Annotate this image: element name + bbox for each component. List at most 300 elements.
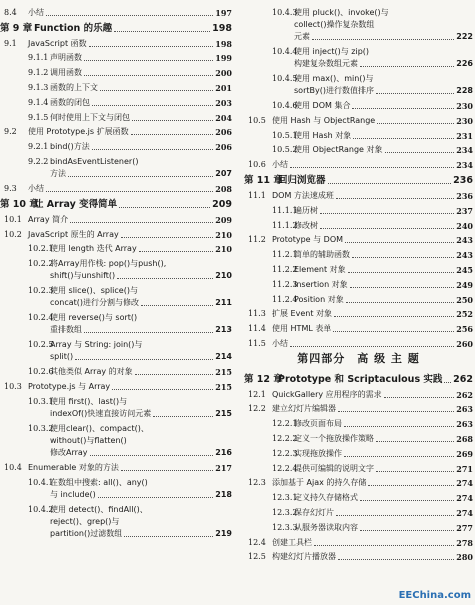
leader-dots bbox=[46, 15, 213, 16]
toc-entry-continuation[interactable] bbox=[0, 350, 232, 362]
toc-page-number: 274 bbox=[456, 508, 473, 519]
toc-entry-number: 11.2.3 bbox=[272, 279, 298, 289]
toc-entry-title: 使用 slice()、splice()与 bbox=[50, 286, 138, 296]
toc-entry-number: 9.1.3 bbox=[28, 82, 49, 92]
toc-entry-title: 函数的上下文 bbox=[50, 82, 98, 92]
toc-entry-title: 提供可编辑的说明文字 bbox=[294, 463, 374, 473]
toc-entry[interactable] bbox=[244, 459, 473, 474]
toc-entry-title: 创建工具栏 bbox=[272, 537, 312, 547]
part-heading: 第四部分 高 级 主 题 bbox=[297, 351, 420, 365]
leader-dots bbox=[360, 530, 454, 531]
toc-entry-number: 11.2 bbox=[248, 235, 266, 245]
leader-dots bbox=[353, 138, 454, 139]
toc-entry[interactable] bbox=[244, 42, 473, 57]
toc-entry-continuation[interactable] bbox=[0, 488, 232, 500]
toc-entry[interactable] bbox=[244, 429, 473, 444]
leader-dots bbox=[385, 152, 455, 153]
toc-entry-number: 9.1.1 bbox=[28, 53, 49, 63]
toc-entry-number: 9.3 bbox=[4, 183, 17, 193]
leader-dots bbox=[84, 60, 213, 61]
toc-entry-number: 9.1.4 bbox=[28, 97, 49, 107]
toc-entry-number: 12.2.1 bbox=[272, 419, 298, 429]
toc-entry[interactable] bbox=[0, 78, 232, 93]
leader-dots bbox=[320, 213, 454, 214]
toc-page-number: 268 bbox=[456, 434, 473, 445]
leader-dots bbox=[376, 471, 454, 472]
toc-entry-number: 10.2 bbox=[4, 229, 22, 239]
leader-dots bbox=[344, 456, 454, 457]
toc-entry[interactable] bbox=[0, 281, 232, 296]
toc-page-number: 198 bbox=[215, 38, 232, 49]
toc-page-number: 230 bbox=[456, 100, 473, 111]
leader-dots bbox=[444, 382, 451, 383]
toc-entry-number: 11.3 bbox=[248, 309, 266, 319]
toc-chapter[interactable] bbox=[244, 170, 473, 186]
toc-page-number: 274 bbox=[456, 493, 473, 504]
toc-page-number: 215 bbox=[215, 367, 232, 378]
toc-entry-title: 使用 DOM 集合 bbox=[294, 100, 351, 110]
toc-entry-title: 构建幻灯片播放器 bbox=[272, 552, 336, 562]
leader-dots bbox=[135, 374, 214, 375]
toc-page-number: 263 bbox=[456, 419, 473, 430]
toc-entry[interactable] bbox=[244, 201, 473, 216]
toc-entry-title: 使用 HTML 表单 bbox=[272, 324, 332, 334]
leader-dots bbox=[328, 183, 452, 184]
toc-entry[interactable] bbox=[244, 155, 473, 170]
toc-entry-title: split() bbox=[50, 352, 74, 362]
toc-entry-title: 其他类似 Array 的对象 bbox=[50, 367, 133, 377]
toc-entry-number: 11.2.4 bbox=[272, 294, 298, 304]
toc-entry-title: Array 与 String: join()与 bbox=[50, 340, 143, 350]
toc-entry-title: 定义一个拖放操作策略 bbox=[294, 434, 374, 444]
toc-entry-title: bindAsEventListener() bbox=[50, 156, 139, 166]
toc-entry[interactable] bbox=[0, 254, 232, 269]
toc-entry[interactable] bbox=[0, 93, 232, 108]
toc-entry-title: 添加基于 Ajax 的持久存储 bbox=[272, 478, 367, 488]
toc-entry-title: 小结 bbox=[28, 7, 44, 17]
leader-dots bbox=[314, 545, 454, 546]
toc-entry[interactable] bbox=[244, 216, 473, 231]
leader-dots bbox=[98, 497, 214, 498]
toc-page-number: 219 bbox=[215, 528, 232, 538]
toc-entry[interactable] bbox=[244, 503, 473, 518]
toc-entry-number: 12.3.3 bbox=[272, 522, 298, 532]
leader-dots bbox=[84, 332, 213, 333]
toc-entry-title: 使用clear()、compact()、 bbox=[50, 423, 149, 433]
leader-dots bbox=[100, 90, 213, 91]
toc-entry-number: 12.2.4 bbox=[272, 463, 298, 473]
toc-entry-title: DOM 方法速成班 bbox=[272, 190, 334, 200]
toc-entry-number: 12.2.2 bbox=[272, 434, 298, 444]
toc-entry-number: 10.2.2 bbox=[28, 259, 54, 269]
toc-entry[interactable] bbox=[0, 210, 232, 225]
toc-page-number: 209 bbox=[212, 198, 232, 210]
leader-dots bbox=[338, 411, 454, 412]
toc-entry-continuation[interactable] bbox=[0, 407, 232, 419]
leader-dots bbox=[336, 515, 454, 516]
toc-entry-continuation[interactable] bbox=[0, 446, 232, 458]
toc-entry[interactable] bbox=[244, 245, 473, 260]
leader-dots bbox=[90, 455, 214, 456]
leader-dots bbox=[338, 559, 454, 560]
toc-entry[interactable] bbox=[244, 111, 473, 126]
toc-entry-number: 12.3.1 bbox=[272, 493, 298, 503]
toc-entry-title: JavaScript 函数 bbox=[28, 38, 87, 48]
toc-entry-number: 10.4 bbox=[4, 462, 22, 472]
leader-dots bbox=[46, 191, 213, 192]
toc-page-number: 215 bbox=[215, 381, 232, 392]
toc-entry-title: 小结 bbox=[28, 183, 44, 193]
toc-entry-title: sortBy()进行数值排序 bbox=[294, 86, 374, 96]
toc-page-number: 230 bbox=[456, 115, 473, 126]
toc-entry-title: 元素 bbox=[294, 32, 310, 42]
toc-entry[interactable] bbox=[244, 275, 473, 290]
toc-chapter[interactable] bbox=[0, 18, 232, 34]
toc-entry-title: 回归浏览器 bbox=[278, 175, 326, 187]
toc-page-number: 217 bbox=[215, 462, 232, 473]
toc-entry[interactable] bbox=[244, 414, 473, 429]
toc-entry-title: 构建复杂数组元素 bbox=[294, 59, 358, 69]
toc-page-number: 280 bbox=[456, 552, 473, 563]
toc-page-number: 277 bbox=[456, 522, 473, 533]
toc-entry[interactable] bbox=[244, 400, 473, 415]
toc-entry[interactable] bbox=[0, 392, 232, 407]
toc-page-number: 249 bbox=[456, 279, 473, 290]
toc-entry-number: 12.5 bbox=[248, 552, 266, 562]
toc-entry-title: 方法 bbox=[50, 169, 66, 179]
toc-entry-number: 11.1.1 bbox=[272, 205, 298, 215]
toc-entry-number: 10.5 bbox=[248, 115, 266, 125]
toc-entry-title: 使用 inject()与 zip() bbox=[294, 46, 370, 56]
toc-entry-number: 10.2.3 bbox=[28, 286, 54, 296]
toc-page-number: 236 bbox=[453, 175, 473, 187]
toc-entry-title: 使用 max()、min()与 bbox=[294, 73, 374, 83]
toc-entry-title: Array 简介 bbox=[28, 214, 69, 224]
toc-page-number: 278 bbox=[456, 537, 473, 548]
toc-entry[interactable] bbox=[0, 63, 232, 78]
toc-entry-number: 12.2 bbox=[248, 404, 266, 414]
toc-entry-number: 9.2 bbox=[4, 127, 17, 137]
toc-entry[interactable] bbox=[244, 3, 473, 18]
leader-dots bbox=[360, 66, 454, 67]
toc-entry-number: 11.1 bbox=[248, 190, 266, 200]
toc-page-number: 201 bbox=[215, 82, 232, 93]
toc-page-number: 208 bbox=[215, 183, 232, 194]
leader-dots bbox=[344, 426, 454, 427]
toc-entry-continuation[interactable] bbox=[0, 515, 232, 527]
toc-entry-title: Position 对象 bbox=[294, 294, 344, 304]
toc-right-column bbox=[244, 3, 473, 562]
toc-entry[interactable] bbox=[244, 126, 473, 141]
toc-page-number: 240 bbox=[456, 220, 473, 231]
toc-entry[interactable] bbox=[0, 3, 232, 18]
toc-entry-title: concat()进行分割与修改 bbox=[50, 298, 140, 308]
toc-entry-title: Element 对象 bbox=[294, 264, 346, 274]
leader-dots bbox=[352, 108, 454, 109]
toc-entry-number: 12.3.2 bbox=[272, 508, 298, 518]
toc-chapter[interactable] bbox=[0, 194, 232, 210]
leader-dots bbox=[68, 176, 213, 177]
toc-entry-title: 使用 Hash 与 ObjectRange bbox=[272, 115, 376, 125]
toc-page-number: 216 bbox=[215, 448, 232, 458]
toc-entry-title: partition()过滤数组 bbox=[50, 528, 123, 538]
leader-dots bbox=[336, 198, 454, 199]
toc-entry[interactable] bbox=[0, 123, 232, 138]
toc-entry[interactable] bbox=[244, 319, 473, 334]
toc-entry-continuation[interactable] bbox=[0, 323, 232, 335]
toc-entry[interactable] bbox=[244, 385, 473, 400]
toc-page-number: 222 bbox=[456, 32, 473, 42]
toc-page-number: 226 bbox=[456, 59, 473, 69]
toc-entry[interactable] bbox=[0, 34, 232, 49]
toc-entry-number: 10.4.3 bbox=[272, 7, 298, 17]
toc-page-number: 256 bbox=[456, 324, 473, 335]
toc-entry[interactable] bbox=[0, 473, 232, 488]
toc-page-number: 209 bbox=[215, 214, 232, 225]
toc-entry[interactable] bbox=[244, 260, 473, 275]
toc-page-number: 210 bbox=[215, 244, 232, 255]
toc-entry-title: 小结 bbox=[272, 160, 288, 170]
toc-page-number: 250 bbox=[456, 294, 473, 305]
toc-entry-title: Prototype.js 与 Array bbox=[28, 381, 111, 391]
toc-page-number: 245 bbox=[456, 264, 473, 275]
toc-entry-continuation[interactable] bbox=[244, 18, 473, 30]
toc-entry-continuation[interactable] bbox=[0, 527, 232, 539]
toc-entry-title: 使用 reverse()与 sort() bbox=[50, 313, 138, 323]
toc-page-number: 199 bbox=[215, 53, 232, 64]
toc-page-number: 236 bbox=[456, 190, 473, 201]
toc-entry-number: 12.3 bbox=[248, 478, 266, 488]
leader-dots bbox=[75, 359, 213, 360]
leader-dots bbox=[377, 123, 454, 124]
leader-dots bbox=[132, 120, 213, 121]
leader-dots bbox=[153, 416, 213, 417]
toc-page-number: 203 bbox=[215, 97, 232, 108]
toc-entry[interactable] bbox=[244, 290, 473, 305]
toc-entry-number: 第 11 章 bbox=[244, 175, 283, 187]
toc-entry-continuation[interactable] bbox=[0, 167, 232, 179]
leader-dots bbox=[348, 272, 455, 273]
toc-entry-title: Insertion 对象 bbox=[294, 279, 348, 289]
toc-entry-number: 10.4.6 bbox=[272, 100, 298, 110]
toc-entry-title: 使用 first()、last()与 bbox=[50, 396, 128, 406]
toc-page-number: 262 bbox=[453, 373, 473, 385]
toc-entry-number: 12.2.3 bbox=[272, 448, 298, 458]
toc-entry-title: collect()操作复杂数组 bbox=[294, 19, 375, 29]
toc-entry-number: 10.2.5 bbox=[28, 340, 54, 350]
toc-entry-title: reject()、grep()与 bbox=[50, 516, 120, 526]
toc-entry[interactable] bbox=[0, 225, 232, 240]
toc-entry-title: QuickGallery 应用程序的需求 bbox=[272, 389, 382, 399]
toc-page-number: 207 bbox=[215, 169, 232, 179]
toc-entry-title: without()与flatten() bbox=[50, 435, 127, 445]
toc-page-number: 260 bbox=[456, 338, 473, 349]
toc-entry[interactable] bbox=[244, 518, 473, 533]
toc-entry-title: 定义持久存储格式 bbox=[294, 493, 358, 503]
toc-entry-title: 将Array用作栈: pop()与push(), bbox=[50, 259, 167, 269]
toc-entry-number: 10.5.2 bbox=[272, 145, 298, 155]
toc-entry-title: bind()方法 bbox=[50, 142, 90, 152]
leader-dots bbox=[290, 346, 454, 347]
toc-entry-number: 11.1.2 bbox=[272, 220, 298, 230]
toc-page-number: 206 bbox=[215, 142, 232, 153]
toc-entry[interactable] bbox=[244, 305, 473, 320]
leader-dots bbox=[290, 167, 454, 168]
toc-entry-title: Prototype 与 DOM bbox=[272, 235, 344, 245]
toc-entry-title: 与 include() bbox=[50, 489, 96, 499]
toc-entry[interactable] bbox=[0, 108, 232, 123]
toc-entry[interactable] bbox=[244, 533, 473, 548]
toc-entry-number: 10.2.6 bbox=[28, 367, 54, 377]
toc-entry-title: 保存幻灯片 bbox=[294, 508, 334, 518]
toc-entry[interactable] bbox=[0, 500, 232, 515]
leader-dots bbox=[384, 397, 455, 398]
toc-entry-number: 9.1.2 bbox=[28, 68, 49, 78]
toc-page-number: 234 bbox=[456, 145, 473, 156]
toc-entry-title: 使用 ObjectRange 对象 bbox=[294, 145, 383, 155]
toc-entry-continuation[interactable] bbox=[244, 30, 473, 42]
toc-page-number: 262 bbox=[456, 389, 473, 400]
toc-entry-continuation[interactable] bbox=[0, 434, 232, 446]
leader-dots bbox=[131, 134, 214, 135]
toc-entry-title: 声明函数 bbox=[50, 53, 82, 63]
toc-entry-title: 重排数组 bbox=[50, 325, 82, 335]
toc-entry-title: 使用 Prototype.js 扩展函数 bbox=[28, 127, 129, 137]
leader-dots bbox=[124, 536, 213, 537]
toc-entry-number: 11.5 bbox=[248, 338, 266, 348]
toc-entry[interactable] bbox=[0, 152, 232, 167]
toc-entry[interactable] bbox=[0, 419, 232, 434]
toc-entry-number: 10.4.5 bbox=[272, 73, 298, 83]
toc-entry-title: 建立幻灯片编辑器 bbox=[272, 404, 336, 414]
leader-dots bbox=[376, 93, 454, 94]
leader-dots bbox=[92, 149, 214, 150]
leader-dots bbox=[89, 46, 214, 47]
toc-page-number: 198 bbox=[212, 22, 232, 34]
toc-entry-continuation[interactable] bbox=[0, 296, 232, 308]
leader-dots bbox=[350, 287, 455, 288]
toc-entry[interactable] bbox=[244, 444, 473, 459]
toc-entry[interactable] bbox=[0, 377, 232, 392]
toc-chapter[interactable] bbox=[244, 369, 473, 385]
toc-entry-number: 10.6 bbox=[248, 160, 266, 170]
toc-entry[interactable] bbox=[244, 488, 473, 503]
toc-entry[interactable] bbox=[0, 240, 232, 255]
leader-dots bbox=[346, 302, 455, 303]
toc-entry-title: 让 Array 变得简单 bbox=[34, 198, 118, 210]
toc-entry-title: 修改树 bbox=[294, 220, 318, 230]
toc-entry[interactable] bbox=[0, 308, 232, 323]
toc-entry-title: 修改页面布局 bbox=[294, 419, 342, 429]
toc-entry-number: 第 10 章 bbox=[0, 198, 39, 210]
toc-entry-number: 11.4 bbox=[248, 324, 266, 334]
leader-dots bbox=[112, 389, 213, 390]
toc-entry-title: 函数的闭包 bbox=[50, 97, 90, 107]
leader-dots bbox=[70, 222, 213, 223]
toc-entry[interactable] bbox=[0, 362, 232, 377]
toc-entry-number: 10.3.1 bbox=[28, 396, 54, 406]
toc-page-number: 269 bbox=[456, 448, 473, 459]
toc-entry[interactable] bbox=[244, 141, 473, 156]
toc-page-number: 234 bbox=[456, 160, 473, 171]
leader-dots bbox=[360, 500, 454, 501]
toc-page-number: 214 bbox=[215, 352, 232, 362]
leader-dots bbox=[84, 75, 213, 76]
watermark: EEChina.com bbox=[398, 590, 471, 601]
toc-entry[interactable] bbox=[0, 335, 232, 350]
leader-dots bbox=[139, 251, 214, 252]
toc-entry[interactable] bbox=[244, 334, 473, 349]
toc-entry-number: 9.2.1 bbox=[28, 142, 49, 152]
toc-page-number: 218 bbox=[215, 489, 232, 499]
leader-dots bbox=[114, 31, 210, 32]
toc-entry-title: 何时使用上下文与闭包 bbox=[50, 112, 130, 122]
toc-entry-continuation[interactable] bbox=[244, 57, 473, 69]
toc-entry-title: 使用 Hash 对象 bbox=[294, 130, 352, 140]
toc-entry-title: 小结 bbox=[272, 338, 288, 348]
leader-dots bbox=[345, 242, 454, 243]
toc-entry-number: 8.4 bbox=[4, 7, 17, 17]
toc-page-number: 200 bbox=[215, 68, 232, 79]
toc-page-number: 210 bbox=[215, 229, 232, 240]
leader-dots bbox=[320, 228, 454, 229]
toc-entry-number: 10.4.1 bbox=[28, 477, 54, 487]
leader-dots bbox=[141, 305, 213, 306]
toc-page-number: 252 bbox=[456, 309, 473, 320]
toc-entry[interactable] bbox=[0, 458, 232, 473]
toc-entry-title: JavaScript 原生的 Array bbox=[28, 229, 119, 239]
toc-entry-title: 使用 pluck()、invoke()与 bbox=[294, 7, 389, 17]
toc-page-number: 228 bbox=[456, 86, 473, 96]
toc-entry-continuation[interactable] bbox=[0, 269, 232, 281]
toc-entry-title: Function 的乐趣 bbox=[34, 22, 113, 34]
toc-entry[interactable] bbox=[244, 96, 473, 111]
toc-entry-title: indexOf()快速直接访问元素 bbox=[50, 408, 152, 418]
toc-entry[interactable] bbox=[244, 231, 473, 246]
toc-entry[interactable] bbox=[0, 179, 232, 194]
toc-entry[interactable] bbox=[244, 474, 473, 489]
toc-entry-number: 9.2.2 bbox=[28, 156, 49, 166]
toc-entry-number: 9.1 bbox=[4, 38, 17, 48]
leader-dots bbox=[119, 207, 210, 208]
toc-page-number: 197 bbox=[215, 7, 232, 18]
toc-entry-number: 11.2.1 bbox=[272, 250, 298, 260]
toc-page-number: 263 bbox=[456, 404, 473, 415]
leader-dots bbox=[352, 257, 454, 258]
toc-entry-title: 简单的辅助函数 bbox=[294, 250, 350, 260]
toc-entry-continuation[interactable] bbox=[244, 84, 473, 96]
toc-entry-title: 修改Array bbox=[50, 448, 88, 458]
toc-entry-number: 第 9 章 bbox=[0, 22, 33, 34]
toc-entry[interactable] bbox=[244, 186, 473, 201]
toc-entry-number: 10.2.1 bbox=[28, 244, 54, 254]
toc-entry[interactable] bbox=[244, 548, 473, 563]
toc-page-number: 215 bbox=[215, 408, 232, 418]
toc-entry-title: 实现拖放操作 bbox=[294, 448, 342, 458]
toc-entry-number: 10.3 bbox=[4, 381, 22, 391]
toc-entry-number: 10.4.2 bbox=[28, 504, 54, 514]
leader-dots bbox=[334, 316, 454, 317]
toc-entry-title: 在数组中搜索: all()、any() bbox=[50, 477, 148, 487]
toc-entry-number: 第 12 章 bbox=[244, 373, 283, 385]
toc-entry[interactable] bbox=[0, 49, 232, 64]
toc-entry-number: 10.3.2 bbox=[28, 423, 54, 433]
toc-entry[interactable] bbox=[244, 69, 473, 84]
toc-page-number: 274 bbox=[456, 478, 473, 489]
toc-entry[interactable] bbox=[0, 137, 232, 152]
toc-page-number: 231 bbox=[456, 130, 473, 141]
leader-dots bbox=[92, 105, 213, 106]
